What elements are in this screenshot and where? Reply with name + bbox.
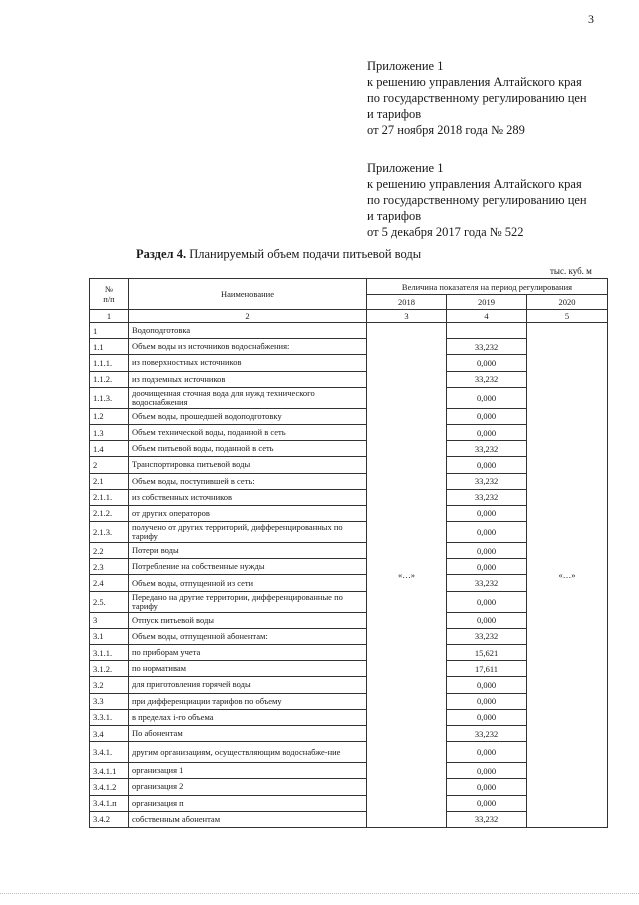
appendix-line: и тарифов: [367, 209, 422, 223]
appendix-line: по государственному регулированию цен: [367, 91, 587, 105]
section-label: Раздел 4.: [136, 247, 187, 261]
row-name: организация 1: [129, 763, 367, 779]
value-2019: 0,000: [447, 408, 527, 424]
row-number: 2.1: [90, 473, 129, 489]
row-number: 1.4: [90, 441, 129, 457]
section-title: [136, 247, 421, 262]
row-name: другим организациям, осуществляющим водоснабже-ние: [129, 742, 367, 763]
row-name: Объем воды, поступившей в сеть:: [129, 473, 367, 489]
header-year-2019: 2019: [447, 295, 527, 310]
row-number: 3.4.2: [90, 811, 129, 827]
value-2018-omitted: «…»: [367, 323, 447, 828]
appendix-line: Приложение 1: [367, 161, 444, 175]
value-2019: 0,000: [447, 355, 527, 371]
column-index: 4: [447, 310, 527, 323]
column-index: 2: [129, 310, 367, 323]
row-name: по нормативам: [129, 661, 367, 677]
value-2019: 0,000: [447, 612, 527, 628]
row-number: 3.3: [90, 693, 129, 709]
row-number: 1.1.3.: [90, 387, 129, 408]
appendix-line: по государственному регулированию цен: [367, 193, 587, 207]
row-name: из поверхностных источников: [129, 355, 367, 371]
value-2019: 33,232: [447, 725, 527, 741]
row-name: для приготовления горячей воды: [129, 677, 367, 693]
value-2019: 0,000: [447, 505, 527, 521]
row-name: Объем воды, прошедшей водоподготовку: [129, 408, 367, 424]
row-name: организация п: [129, 795, 367, 811]
row-number: 3.4: [90, 725, 129, 741]
table-row: [90, 323, 608, 339]
header-year-2020: 2020: [527, 295, 608, 310]
header-period: Величина показателя на период регулирования: [367, 279, 608, 295]
water-supply-table: [89, 278, 608, 828]
row-name: Передано на другие территории, дифференцированные по тарифу: [129, 591, 367, 612]
row-number: 2.1.2.: [90, 505, 129, 521]
row-number: 2.5.: [90, 591, 129, 612]
row-number: 3.1.2.: [90, 661, 129, 677]
row-number: 3.4.1.1: [90, 763, 129, 779]
row-number: 2.4: [90, 575, 129, 591]
row-number: 1.3: [90, 424, 129, 440]
row-name: Объем воды из источников водоснабжения:: [129, 339, 367, 355]
row-name: в пределах i-го объема: [129, 709, 367, 725]
value-2019: [447, 323, 527, 339]
row-number: 3.4.1.: [90, 742, 129, 763]
row-name: Транспортировка питьевой воды: [129, 457, 367, 473]
row-number: 3.2: [90, 677, 129, 693]
appendix-line: и тарифов: [367, 107, 422, 121]
appendix-line: к решению управления Алтайского края: [367, 75, 582, 89]
column-index: 3: [367, 310, 447, 323]
row-number: 1.1: [90, 339, 129, 355]
value-2019: 15,621: [447, 645, 527, 661]
section-name: Планируемый объем подачи питьевой воды: [189, 247, 422, 261]
value-2019: 0,000: [447, 742, 527, 763]
row-number: 3.4.1.п: [90, 795, 129, 811]
column-index: 5: [527, 310, 608, 323]
row-number: 3.1: [90, 628, 129, 644]
appendix-header-original: [367, 160, 587, 240]
row-number: 1.1.1.: [90, 355, 129, 371]
value-2020-omitted: «…»: [527, 323, 608, 828]
header-number: № п/п: [90, 279, 129, 310]
value-2019: 0,000: [447, 387, 527, 408]
value-2019: 0,000: [447, 795, 527, 811]
value-2019: 33,232: [447, 489, 527, 505]
row-number: 2.1.1.: [90, 489, 129, 505]
value-2019: 0,000: [447, 693, 527, 709]
row-number: 3.1.1.: [90, 645, 129, 661]
row-number: 3: [90, 612, 129, 628]
page-number: 3: [588, 12, 594, 26]
row-name: По абонентам: [129, 725, 367, 741]
value-2019: 0,000: [447, 779, 527, 795]
appendix-header-current: [367, 58, 587, 138]
row-name: организация 2: [129, 779, 367, 795]
value-2019: 33,232: [447, 339, 527, 355]
value-2019: 0,000: [447, 543, 527, 559]
row-name: при дифференциации тарифов по объему: [129, 693, 367, 709]
value-2019: 33,232: [447, 371, 527, 387]
row-name: от других операторов: [129, 505, 367, 521]
row-name: Потребление на собственные нужды: [129, 559, 367, 575]
row-number: 2.1.3.: [90, 522, 129, 543]
header-year-2018: 2018: [367, 295, 447, 310]
appendix-line: Приложение 1: [367, 59, 444, 73]
scan-edge: [0, 893, 639, 894]
row-number: 1.1.2.: [90, 371, 129, 387]
row-name: по приборам учета: [129, 645, 367, 661]
row-name: Объем воды, отпущенной абонентам:: [129, 628, 367, 644]
row-name: Потери воды: [129, 543, 367, 559]
value-2019: 33,232: [447, 628, 527, 644]
row-name: получено от других территорий, дифференцированных по тарифу: [129, 522, 367, 543]
row-number: 3.4.1.2: [90, 779, 129, 795]
value-2019: 33,232: [447, 473, 527, 489]
appendix-line: от 27 ноября 2018 года № 289: [367, 123, 525, 137]
row-name: Объем питьевой воды, поданной в сеть: [129, 441, 367, 457]
row-name: Объем воды, отпущенной из сети: [129, 575, 367, 591]
row-name: из подземных источников: [129, 371, 367, 387]
appendix-line: к решению управления Алтайского края: [367, 177, 582, 191]
row-name: собственным абонентам: [129, 811, 367, 827]
value-2019: 0,000: [447, 677, 527, 693]
value-2019: 0,000: [447, 591, 527, 612]
row-number: 2: [90, 457, 129, 473]
row-number: 1.2: [90, 408, 129, 424]
value-2019: 33,232: [447, 811, 527, 827]
row-number: 2.2: [90, 543, 129, 559]
value-2019: 17,611: [447, 661, 527, 677]
column-index: 1: [90, 310, 129, 323]
value-2019: 0,000: [447, 709, 527, 725]
header-name: Наименование: [129, 279, 367, 310]
value-2019: 0,000: [447, 457, 527, 473]
row-name: Отпуск питьевой воды: [129, 612, 367, 628]
value-2019: 0,000: [447, 763, 527, 779]
row-name: из собственных источников: [129, 489, 367, 505]
row-name: Водоподготовка: [129, 323, 367, 339]
row-name: доочищенная сточная вода для нужд технического водоснабжения: [129, 387, 367, 408]
row-number: 2.3: [90, 559, 129, 575]
units-label: тыс. куб. м: [550, 266, 592, 276]
appendix-line: от 5 декабря 2017 года № 522: [367, 225, 524, 239]
value-2019: 0,000: [447, 522, 527, 543]
row-name: Объем технической воды, поданной в сеть: [129, 424, 367, 440]
value-2019: 0,000: [447, 424, 527, 440]
row-number: 1: [90, 323, 129, 339]
value-2019: 33,232: [447, 575, 527, 591]
value-2019: 0,000: [447, 559, 527, 575]
value-2019: 33,232: [447, 441, 527, 457]
row-number: 3.3.1.: [90, 709, 129, 725]
